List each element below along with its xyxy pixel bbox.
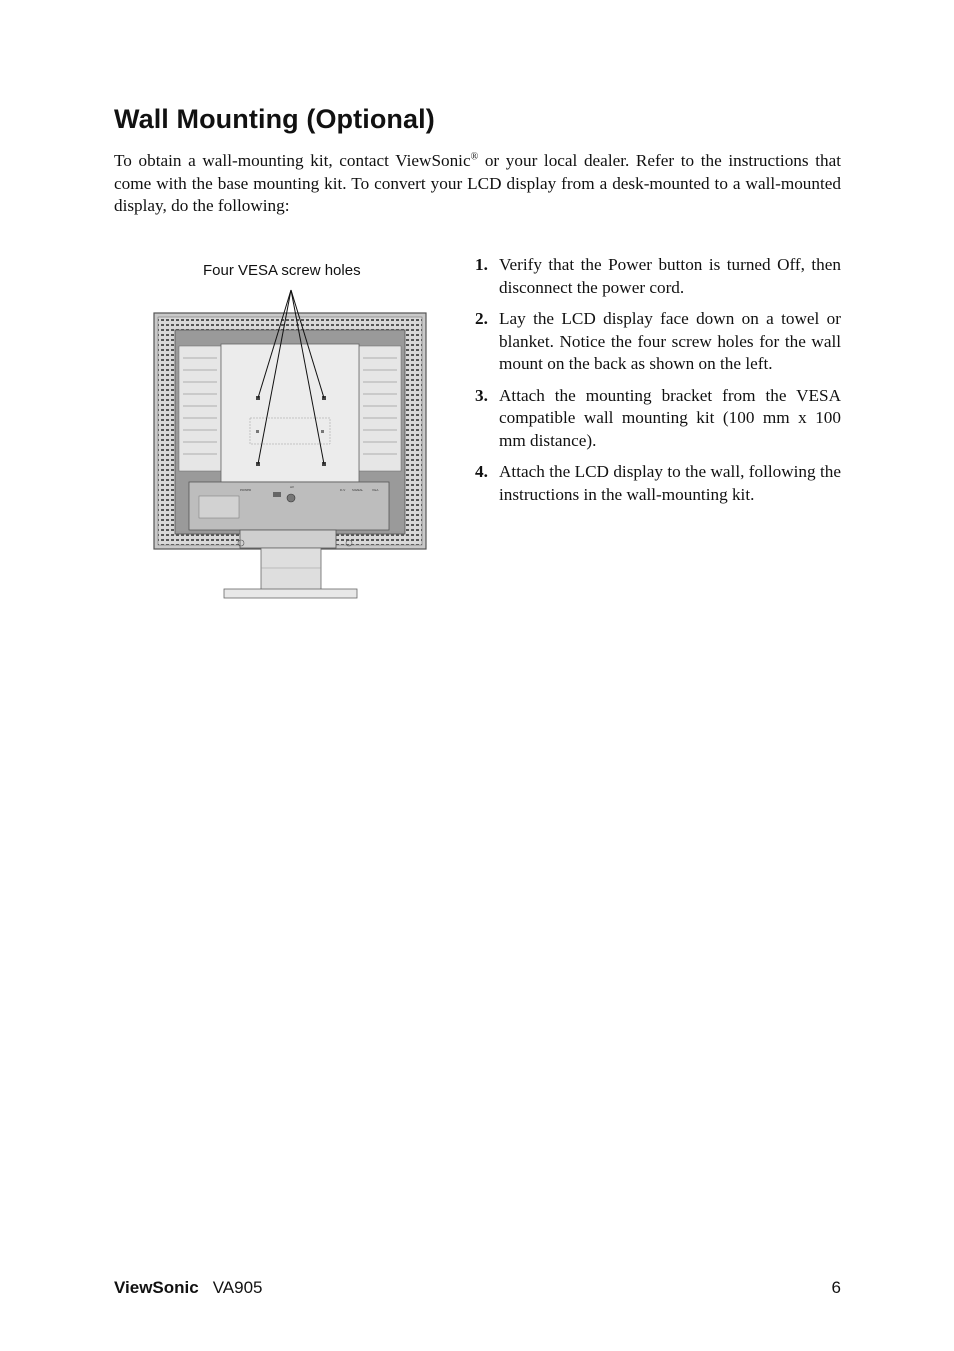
step-item [475,308,841,376]
step-item [475,254,841,299]
step-number: 4. [475,462,488,481]
step-item [475,385,841,453]
step-text: Attach the mounting bracket from the VESA compatible wall mounting kit (100 mm x 100 mm distance). [499,385,841,450]
installation-steps [475,254,841,515]
step-number: 1. [475,255,488,274]
vesa-mount-area [221,344,359,482]
stand-base [224,589,357,598]
stand-neck-mount [240,530,336,548]
step-text: Attach the LCD display to the wall, following the instructions in the wall-mounting kit. [499,462,841,504]
step-number: 2. [475,309,488,328]
port-label: POWER [240,488,252,492]
step-item [475,461,841,506]
page-number: 6 [831,1278,841,1297]
port-label: SIGNAL [352,488,364,492]
intro-text-end: or your local dealer. Refer to the instructions that come with the base mounting kit. To convert your LCD display from a desk-mounted to a wall-mounted display, do the following: [114,151,841,215]
footer-model: VA905 [212,1278,263,1297]
port-label: AV [290,485,294,489]
intro-paragraph [114,150,841,218]
intro-text-start: To obtain a wall-mounting kit, contact ViewSonic [114,151,471,170]
port-label: D-V [340,488,346,492]
step-text: Lay the LCD display face down on a towel or blanket. Notice the four screw holes for the wall mount on the back as shown on the left. [499,309,841,373]
port-label: VGA [372,488,379,492]
step-number: 3. [475,385,488,405]
page-title: Wall Mounting (Optional) [114,104,435,134]
registered-mark: ® [470,151,479,163]
footer-brand: ViewSonic [114,1278,199,1297]
monitor-rear-illustration [145,258,445,608]
stand-neck [261,548,321,590]
step-text: Verify that the Power button is turned Off, then disconnect the power cord. [499,255,841,297]
page-footer [114,1278,841,1300]
figure-callout-label: Four VESA screw holes [203,262,361,279]
